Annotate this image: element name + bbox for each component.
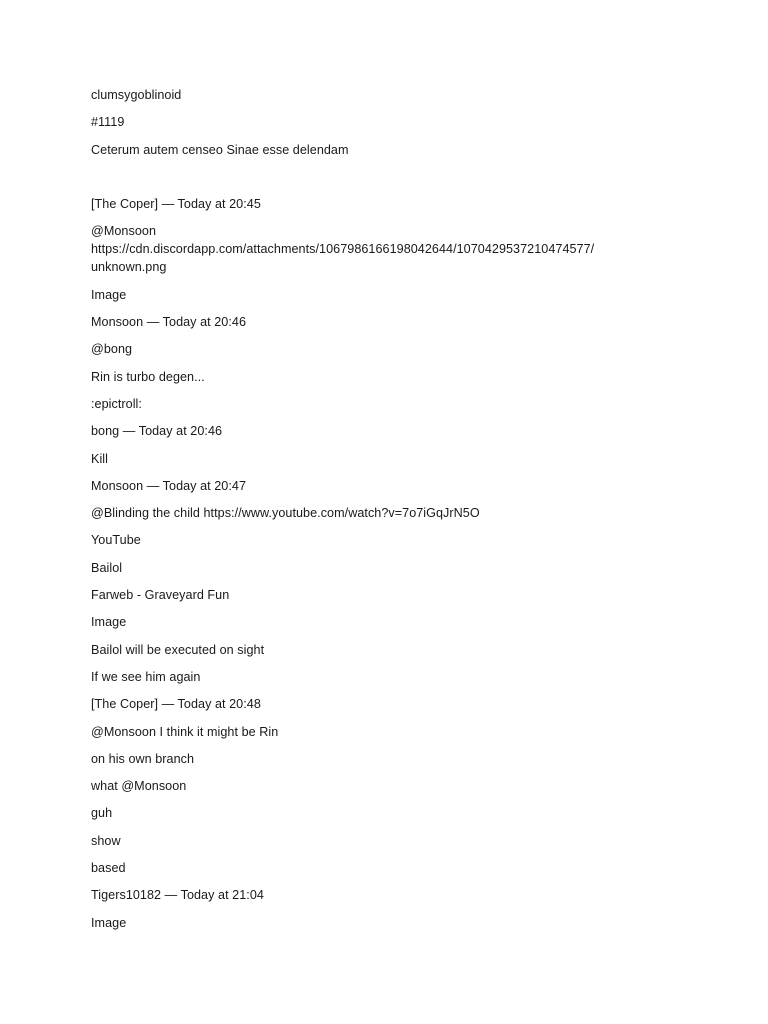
message-text: Rin is turbo degen... xyxy=(91,369,205,384)
motto-line: Ceterum autem censeo Sinae esse delendam xyxy=(91,142,349,157)
embed-title-text: Farweb - Graveyard Fun xyxy=(91,588,230,603)
message-header: Monsoon — Today at 20:46 xyxy=(91,315,246,330)
image-placeholder-text: Image xyxy=(91,915,127,930)
message-header: [The Coper] — Today at 20:45 xyxy=(91,197,261,212)
message-text xyxy=(91,222,691,276)
url-text-continued: unknown.png xyxy=(91,260,167,275)
image-placeholder-text: Image xyxy=(91,287,127,302)
image-placeholder-text: Image xyxy=(91,615,127,630)
blank-line xyxy=(91,168,691,195)
message-header: Monsoon — Today at 20:47 xyxy=(91,478,246,493)
post-number: #1119 xyxy=(91,115,125,130)
author-name: clumsygoblinoid xyxy=(91,88,182,102)
embed-author-text: Bailol xyxy=(91,560,123,575)
message-text: @Monsoon I think it might be Rin xyxy=(91,724,279,739)
message-text: Bailol will be executed on sight xyxy=(91,642,265,657)
message-text: on his own branch xyxy=(91,751,195,766)
message-text: @Blinding the child https://www.youtube.com/watch?v=7o7iGqJrN5O xyxy=(91,506,480,521)
mention-text: @Monsoon xyxy=(91,224,156,239)
message-text: Kill xyxy=(91,451,108,466)
emoji-text: :epictroll: xyxy=(91,396,142,411)
url-text: https://cdn.discordapp.com/attachments/1067986166198042644/1070429537210474577/ xyxy=(91,242,595,257)
message-text: show xyxy=(91,833,121,848)
message-text: what @Monsoon xyxy=(91,779,187,794)
message-header: bong — Today at 20:46 xyxy=(91,424,223,439)
message-text: based xyxy=(91,861,126,876)
chat-log-text xyxy=(91,86,691,941)
message-text: @bong xyxy=(91,342,133,357)
message-header: [The Coper] — Today at 20:48 xyxy=(91,697,261,712)
embed-provider-text: YouTube xyxy=(91,533,141,548)
message-header: Tigers10182 — Today at 21:04 xyxy=(91,888,264,903)
message-text: If we see him again xyxy=(91,669,201,684)
message-text: guh xyxy=(91,806,113,821)
